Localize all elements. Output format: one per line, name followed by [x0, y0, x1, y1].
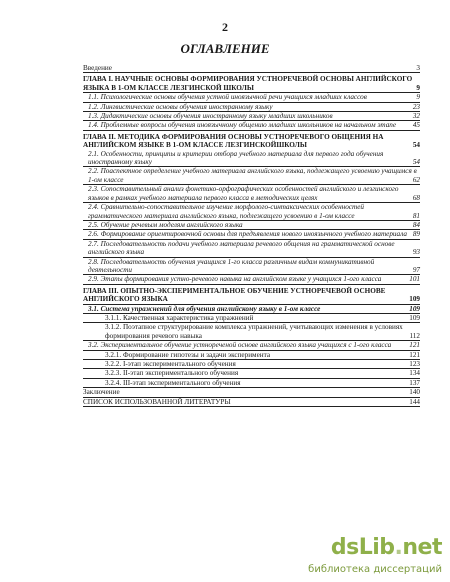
toc-entry-title: Введение: [83, 64, 112, 72]
toc-entry-page: 112: [409, 331, 420, 340]
toc-entry-title: 2.8. Последовательность обучения учащихся 1-го класса различным видам коммуникативной деятельности: [88, 257, 375, 274]
table-of-contents: [83, 64, 420, 407]
toc-entry: [83, 341, 420, 350]
toc-entry-page: 45: [412, 121, 420, 130]
toc-entry: [83, 112, 420, 121]
toc-entry-page: 62: [412, 175, 420, 184]
toc-entry: [83, 203, 420, 221]
toc-entry: [83, 150, 420, 168]
toc-entry-page: 54: [412, 158, 420, 167]
toc-entry-title: 3.1. Система упражнений для обучения английскому языку в 1-ом классе: [88, 304, 321, 313]
toc-entry: [83, 275, 420, 284]
toc-entry-title: 1.2. Лингвистические основы обучения иностранному языку: [88, 102, 273, 111]
toc-entry-page: 81: [412, 211, 420, 220]
page-number: 2: [222, 20, 228, 34]
toc-entry-page: 23: [412, 102, 420, 111]
toc-entry-title: СПИСОК ИСПОЛЬЗОВАННОЙ ЛИТЕРАТУРЫ: [83, 397, 231, 406]
toc-entry-page: 137: [409, 378, 420, 387]
toc-entry-title: 2.1. Особенности, принципы и критерии отбора учебного материала для первого года обучения иностранному языку: [88, 149, 384, 167]
toc-entry-title: Заключение: [83, 388, 120, 397]
toc-entry-page: 9: [416, 83, 420, 92]
toc-entry: [83, 369, 420, 378]
watermark-logo: dsLib.net: [330, 535, 442, 560]
toc-entry: [83, 121, 420, 130]
toc-entry-title: 3.2.1. Формирование гипотезы и задачи эксперимента: [105, 350, 271, 359]
page-title: ОГЛАВЛЕНИЕ: [180, 41, 270, 56]
toc-entry-page: 109: [409, 313, 420, 322]
toc-entry-page: 144: [409, 397, 420, 406]
watermark: [262, 535, 448, 579]
toc-entry: [83, 398, 420, 407]
toc-entry: [83, 305, 420, 314]
toc-entry: [83, 73, 420, 93]
toc-entry-title: 1.3. Дидактические основы обучения иностранному языку младших школьников: [88, 112, 333, 121]
toc-entry: [83, 167, 420, 185]
toc-entry: [83, 131, 420, 150]
toc-entry: [83, 285, 420, 305]
toc-entry-page: 93: [412, 248, 420, 257]
toc-entry-page: 89: [412, 230, 420, 239]
toc-entry-title: 3.1.2. Поэтапное структурирование комплекса упражнений, учитывающих изменения в условиях формирования речевого навыка: [105, 323, 403, 340]
toc-entry-title: 3.2. Экспериментальное обучение устнореченой основе английского языка учащихся с 1-ого класса: [88, 341, 392, 350]
toc-entry: [83, 258, 420, 276]
toc-entry-title: 2.5. Обучение речевым моделям английского языка: [88, 220, 243, 229]
toc-entry-title: 2.9. Этапы формирования устно-речевого навыка на английском языке у учащихся 1-ого класса: [88, 275, 382, 284]
toc-entry-title: 2.6. Формирование ориентировочной основы для предъявления нового иноязычного учебного материала: [88, 230, 407, 239]
toc-entry: [83, 185, 420, 203]
toc-entry: [83, 314, 420, 323]
toc-entry: [83, 379, 420, 388]
toc-entry-page: 32: [412, 112, 420, 121]
toc-entry: [83, 64, 420, 73]
watermark-caption: библиотека диссертаций: [308, 564, 442, 575]
toc-entry-page: 101: [409, 275, 420, 284]
toc-entry: [83, 351, 420, 360]
toc-entry-page: 121: [409, 341, 420, 350]
toc-entry-page: 84: [412, 220, 420, 229]
toc-entry-title: 2.4. Сравнительно-сопоставительное изучение морфолого-синтаксических особенностей грамматического материала английского языка, подлежащего усвоению в 1-ом классе: [88, 203, 364, 220]
toc-entry-page: 109: [409, 304, 420, 313]
toc-entry: [83, 360, 420, 369]
toc-entry-title: 2.2. Поаспектное определение учебного материала английского языка, подлежащего усвоению учащимся в 1-ом классе: [88, 167, 417, 184]
toc-entry-page: 9: [416, 93, 420, 102]
toc-entry: [83, 240, 420, 258]
toc-entry-page: 3: [416, 64, 420, 72]
toc-entry-title: 3.2.2. I-этап экспериментального обучения: [105, 360, 236, 368]
toc-entry-title: 3.1.1. Качественная характеристика упражнений: [105, 313, 254, 322]
toc-entry: [83, 93, 420, 102]
toc-entry: [83, 221, 420, 230]
toc-entry: [83, 230, 420, 239]
toc-entry-title: 3.2.3. II-этап экспериментального обучения: [105, 369, 239, 378]
toc-entry: [83, 103, 420, 112]
toc-entry: [83, 388, 420, 397]
toc-entry-title: 1.1. Психологические основы обучения устной иноязычной речи учащихся младших классов: [88, 93, 367, 102]
toc-entry-title: ГЛАВА I. НАУЧНЫЕ ОСНОВЫ ФОРМИРОВАНИЯ УСТНОРЕЧЕВОЙ ОСНОВЫ АНГЛИЙСКОГО ЯЗЫКА В 1-ОМ КЛАССЕ ЛЕЗГИНСКОЙ ШКОЛЫ: [83, 75, 413, 92]
toc-entry-title: ГЛАВА II. МЕТОДИКА ФОРМИРОВАНИЯ ОСНОВЫ УСТНОРЕЧЕВОГО ОБЩЕНИЯ НА АНГЛИЙСКОМ ЯЗЫКЕ В 1-ОМ КЛАССЕ ЛЕЗГИНСКОЙШКОЛЫ: [83, 132, 384, 150]
toc-entry-page: 123: [409, 360, 420, 368]
toc-entry-page: 97: [412, 265, 420, 274]
toc-entry-page: 68: [412, 193, 420, 202]
toc-entry-page: 121: [409, 350, 420, 359]
toc-entry-page: 134: [409, 369, 420, 378]
toc-entry-title: 3.2.4. III-этап экспериментального обучения: [105, 378, 241, 387]
toc-entry-title: 2.7. Последовательность подачи учебного материала речевого общения на грамматической основе английского языка: [88, 239, 395, 257]
toc-entry-page: 140: [409, 388, 420, 397]
toc-entry-page: 54: [412, 141, 420, 150]
toc-entry-page: 109: [409, 295, 420, 304]
toc-entry-title: 1.4. Проблемные вопросы обучения иноязычному общению младших школьников на начальном этапе: [88, 121, 397, 130]
toc-entry: [83, 323, 420, 341]
toc-entry-title: 2.3. Сопоставительный анализ фонетико-орфографических особенностей английского и лезгинского языков в рамках учебного материала первого класса в методических целях: [88, 185, 399, 202]
toc-entry-title: ГЛАВА III. ОПЫТНО-ЭКСПЕРИМЕНТАЛЬНОЕ ОБУЧЕНИЕ УСТНОРЕЧЕВОЙ ОСНОВЕ АНГЛИЙСКОГО ЯЗЫКА: [83, 286, 386, 304]
